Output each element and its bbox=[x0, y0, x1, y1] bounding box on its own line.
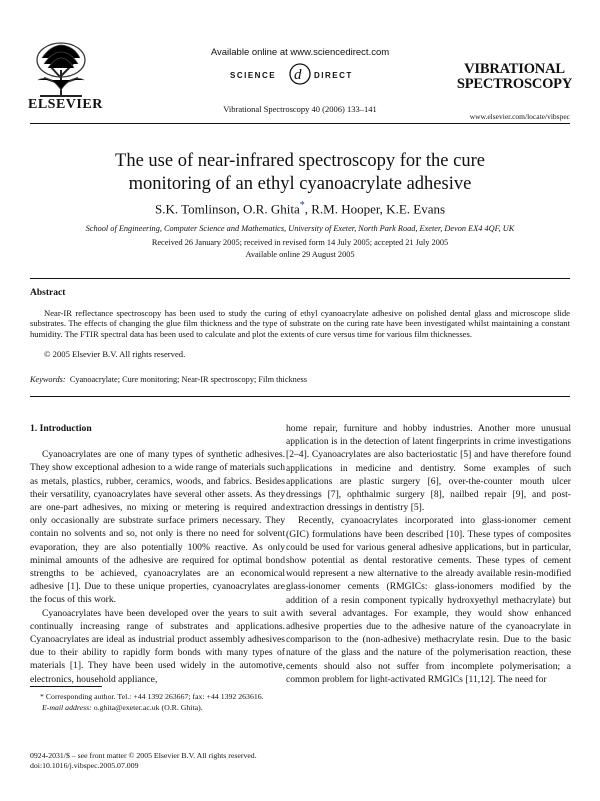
journal-name-line1: VIBRATIONAL bbox=[464, 61, 565, 77]
email-address[interactable]: o.ghita@exeter.ac.uk (O.R. Ghita). bbox=[93, 702, 203, 712]
email-line bbox=[30, 703, 292, 714]
keywords-list: Cyanoacrylate; Cure monitoring; Near-IR spectroscopy; Film thickness bbox=[69, 375, 307, 384]
affiliation: School of Engineering, Computer Science and Mathematics, University of Exeter, North Park Road, Exeter, Devon EX4 4QF, UK bbox=[85, 224, 515, 233]
available-online-text: Available online at www.sciencedirect.com bbox=[210, 47, 390, 58]
sciencedirect-logo bbox=[230, 62, 370, 86]
journal-name bbox=[447, 62, 582, 92]
abstract-top-divider bbox=[30, 278, 570, 279]
abstract-text: Near-IR reflectance spectroscopy has been used to study the curing of ethyl cyanoacrylate adhesive on polished dental glass and microscope slide substrates. The effects of changing the glue film thickness and the type of substrate on the curing rate have been investigated whilst maintaining a constant humidity. The FTIR spectral data has been used to calculate and plot the extents of cure versus time for various film thicknesses. bbox=[30, 308, 570, 339]
issn-line: 0924-2031/$ – see front matter © 2005 Elsevier B.V. All rights reserved. bbox=[30, 751, 257, 760]
keywords bbox=[30, 375, 307, 384]
doi-line[interactable]: doi:10.1016/j.vibspec.2005.07.009 bbox=[30, 761, 139, 770]
author-list bbox=[0, 200, 600, 217]
footnote-divider bbox=[30, 686, 102, 687]
available-online-date: Available online 29 August 2005 bbox=[245, 250, 355, 259]
title-line1: The use of near-infrared spectroscopy for the cure bbox=[115, 151, 485, 171]
authors-part-b: , R.M. Hooper, K.E. Evans bbox=[304, 201, 446, 217]
email-label: E-mail address: bbox=[42, 702, 92, 712]
abstract-bottom-divider bbox=[30, 396, 570, 397]
sd-logo-left-text: SCIENCE bbox=[230, 71, 277, 80]
svg-text:d: d bbox=[294, 67, 302, 83]
right-column bbox=[286, 422, 571, 686]
article-dates bbox=[0, 237, 600, 261]
paragraph: Cyanoacrylates have been developed over the years to suit a continually increasing range of substrates and applications. Cyanoacrylates are ideal as industrial product assembly adhesives due to their ability to rapidly form bonds with many types of materials [1]. They have been used widely in the automotive, electronics, household appliance, bbox=[30, 607, 285, 685]
corresponding-author-note: * Corresponding author. Tel.: +44 1392 263667; fax: +44 1392 263616. bbox=[40, 692, 264, 701]
paragraph: home repair, furniture and hobby industries. Another more unusual application is in the detection of latent fingerprints in crime investigations [2–4]. Cyanoacrylates are also bacteriostatic [5] and have therefore found applications in medicine and dentistry. Some examples of such applications are plastic surgery [6], over-the-counter mouth ulcer dressings [7], ophthalmic surgery [8], nailbed repair [9], and post-extraction dressings in dentistry [5]. bbox=[286, 423, 571, 514]
header-divider bbox=[30, 123, 570, 124]
journal-name-line2: SPECTROSCOPY bbox=[456, 76, 573, 92]
publication-info bbox=[30, 751, 257, 771]
corresponding-author-marker[interactable]: * bbox=[299, 200, 305, 211]
publisher-name: ELSEVIER bbox=[28, 97, 103, 112]
keywords-label: Keywords: bbox=[30, 375, 66, 384]
abstract-heading: Abstract bbox=[30, 288, 66, 298]
abstract-copyright: © 2005 Elsevier B.V. All rights reserved. bbox=[44, 349, 186, 359]
footnote bbox=[30, 692, 292, 713]
received-dates: Received 26 January 2005; received in revised form 14 July 2005; accepted 21 July 2005 bbox=[151, 238, 449, 247]
journal-citation: Vibrational Spectroscopy 40 (2006) 133–141 bbox=[223, 104, 377, 114]
paragraph: Recently, cyanoacrylates incorporated into glass-ionomer cement (GIC) formulations have been described [10]. These types of composites could be used for various general adhesive applications, but in particular, show potential as dental restorative cements. These types of cement would represent a new alternative to the already available resin-modified glass-ionomer cements (RMGICs: glass-ionomers modified by the addition of a resin component typically hydroxyethyl methacrylate) but with several advantages. For example, they would show enhanced adhesive properties due to the adhesive nature of the cyanoacrylate in comparison to the (non-adhesive) methacrylate resin. Due to the basic nature of the glass and the nature of the polymerisation reaction, these cements should also not suffer from incomplete polymerisation; a common problem for light-activated RMGICs [11,12]. The need for bbox=[286, 515, 571, 685]
article-title bbox=[40, 150, 560, 196]
paragraph: Cyanoacrylates are one of many types of synthetic adhesives. They show exceptional adhesion to a wide range of materials such as metals, plastics, rubber, ceramics, woods, and fabrics. Besides their versatility, cyanoacrylates have several other assets. As they are one-part adhesives, no mixing or metering is required and only occasionally are substrate surface primers necessary. They contain no solvents and so, not only is there no need for solvent evaporation, they are also potentially 100% reactive. As only minimal amounts of the adhesive are required for optimal bond strengths to be achieved, cyanoacrylates are an economical adhesive [1]. Due to these unique properties, cyanoacrylates are the focus of this work. bbox=[30, 449, 285, 606]
title-line2: monitoring of an ethyl cyanoacrylate adhesive bbox=[128, 174, 472, 194]
section-heading-introduction: 1. Introduction bbox=[30, 423, 92, 434]
authors-part-a: S.K. Tomlinson, O.R. Ghita bbox=[154, 201, 300, 217]
left-column bbox=[30, 422, 285, 686]
journal-url[interactable]: www.elsevier.com/locate/vibspec bbox=[469, 112, 570, 121]
sd-logo-right-text: DIRECT bbox=[314, 71, 353, 80]
